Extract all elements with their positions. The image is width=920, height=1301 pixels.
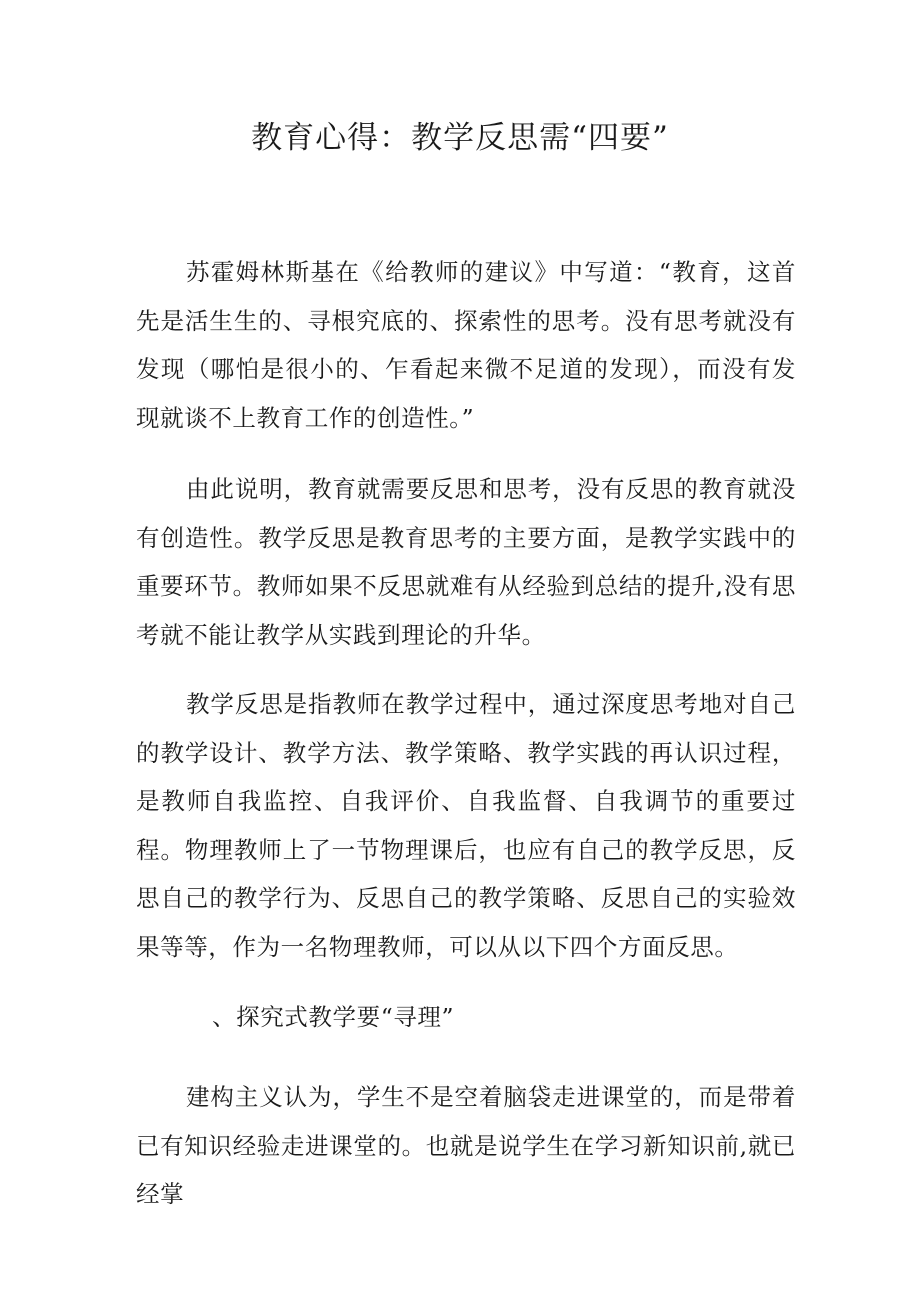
- paragraph-explanation: 由此说明，教育就需要反思和思考，没有反思的教育就没有创造性。教学反思是教育思考的主要方面，是教学实践中的重要环节。教师如果不反思就难有从经验到总结的提升,没有思考就不能让教学从实践到理论的升华。: [136, 475, 796, 649]
- paragraph-quote: 苏霍姆林斯基在《给教师的建议》中写道：“教育，这首先是活生生的、寻根究底的、探索性的思考。没有思考就没有发现（哪怕是很小的、乍看起来微不足道的发现），而没有发现就谈不上教育工作的创造性。”: [136, 258, 796, 432]
- paragraph-definition: 教学反思是指教师在教学过程中，通过深度思考地对自己的教学设计、教学方法、教学策略、教学实践的再认识过程，是教师自我监控、自我评价、自我监督、自我调节的重要过程。物理教师上了一节物理课后，也应有自己的教学反思，反思自己的教学行为、反思自己的教学策略、反思自己的实验效果等等，作为一名物理教师，可以从以下四个方面反思。: [136, 690, 796, 961]
- paragraph-constructivism: 建构主义认为，学生不是空着脑袋走进课堂的，而是带着已有知识经验走进课堂的。也就是说学生在学习新知识前,就已经掌: [136, 1083, 796, 1208]
- section-heading: 、探究式教学要“寻理”: [212, 1003, 455, 1031]
- document-title: 教育心得：教学反思需“四要”: [251, 120, 669, 156]
